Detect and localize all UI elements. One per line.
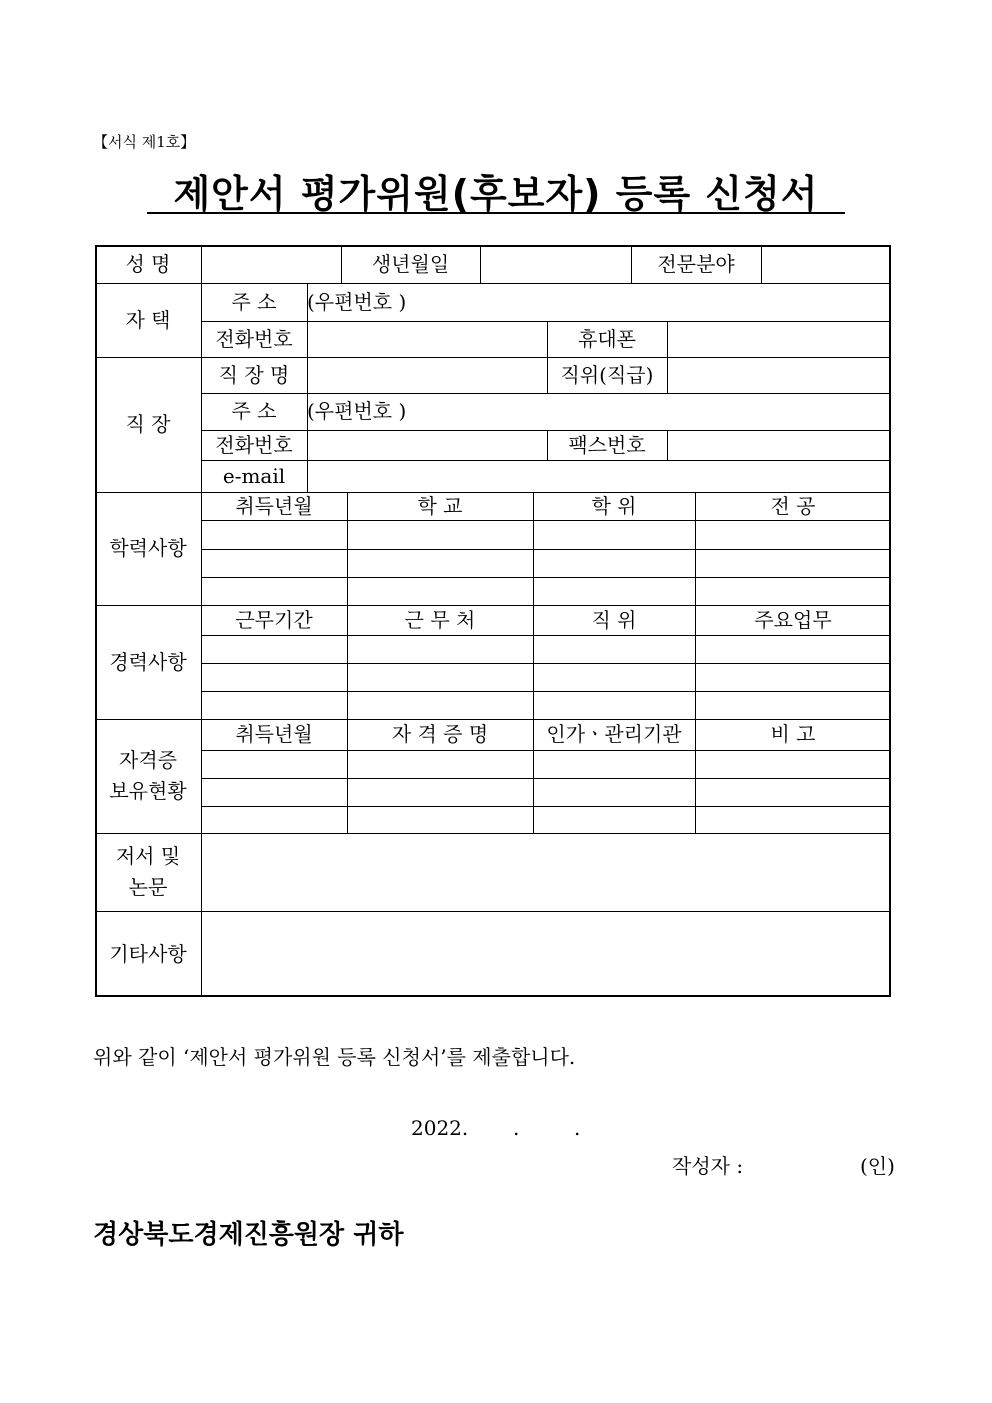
row-divider — [201, 549, 891, 550]
form-number-label: 【서식 제1호】 — [93, 133, 196, 151]
license-label-line2: 보유현황 — [109, 779, 187, 803]
work-phone-label: 전화번호 — [215, 432, 293, 457]
row-divider — [201, 806, 891, 807]
title-underline — [147, 212, 845, 214]
row-divider — [201, 691, 891, 692]
application-form-table — [95, 245, 891, 997]
other-notes-label: 기타사항 — [109, 941, 187, 966]
birthdate-label: 생년월일 — [371, 251, 450, 276]
home-section-label: 자 택 — [125, 307, 171, 332]
license-header-note: 비 고 — [770, 722, 816, 746]
job-position-label: 직위(직급) — [560, 362, 654, 387]
home-address-label: 주 소 — [231, 289, 277, 314]
row-divider — [201, 577, 891, 578]
license-section-label — [95, 719, 201, 833]
column-divider — [667, 357, 668, 393]
page-title: 제안서 평가위원(후보자) 등록 신청서 — [173, 172, 819, 216]
seal-mark: (인) — [860, 1154, 895, 1178]
column-divider — [480, 245, 481, 283]
work-postal-code-label: (우편번호 ) — [307, 399, 407, 423]
specialty-label: 전문분야 — [657, 251, 735, 276]
writer-label: 작성자 : — [672, 1154, 744, 1178]
license-header-date: 취득년월 — [235, 722, 313, 746]
career-header-position: 직 위 — [591, 607, 637, 632]
publications-section-label — [95, 833, 201, 911]
career-section-label: 경력사항 — [109, 649, 187, 674]
date-month-dot: . — [513, 1116, 520, 1140]
career-header-period: 근무기간 — [235, 607, 313, 632]
column-divider — [695, 492, 696, 833]
fax-number-label: 팩스번호 — [568, 432, 646, 457]
name-label: 성 명 — [125, 251, 171, 276]
publications-label-line2: 논문 — [128, 875, 168, 899]
column-divider — [667, 321, 668, 357]
row-divider — [201, 663, 891, 664]
row-divider — [201, 778, 891, 779]
education-header-date: 취득년월 — [235, 493, 313, 518]
work-section-label: 직 장 — [125, 412, 171, 436]
row-divider — [201, 750, 891, 751]
education-header-degree: 학 위 — [591, 493, 637, 518]
work-address-label: 주 소 — [231, 399, 277, 423]
education-header-major: 전 공 — [770, 493, 816, 518]
column-divider — [533, 492, 534, 833]
education-section-label: 학력사항 — [109, 536, 187, 560]
recipient-line: 경상북도경제진흥원장 귀하 — [93, 1220, 404, 1250]
column-divider — [667, 430, 668, 460]
mobile-phone-label: 휴대폰 — [578, 326, 636, 351]
career-header-duties: 주요업무 — [754, 607, 832, 632]
date-day-dot: . — [574, 1116, 581, 1140]
license-header-name: 자 격 증 명 — [391, 722, 489, 746]
publications-label-line1: 저서 및 — [115, 844, 181, 868]
company-name-label: 직 장 명 — [218, 362, 290, 387]
license-header-authority: 인가ㆍ관리기관 — [546, 722, 682, 746]
submission-statement: 위와 같이 ‘제안서 평가위원 등록 신청서’를 제출합니다. — [93, 1045, 576, 1069]
home-phone-label: 전화번호 — [215, 326, 293, 351]
career-header-employer: 근 무 처 — [404, 607, 476, 632]
education-header-school: 학 교 — [417, 493, 463, 518]
license-label-line1: 자격증 — [119, 748, 177, 772]
column-divider — [761, 245, 762, 283]
column-divider — [347, 492, 348, 833]
home-postal-code-label: (우편번호 ) — [307, 289, 407, 314]
row-divider — [95, 911, 891, 912]
row-divider — [95, 833, 891, 834]
email-label: e-mail — [222, 463, 286, 488]
date-year: 2022. — [411, 1116, 469, 1140]
